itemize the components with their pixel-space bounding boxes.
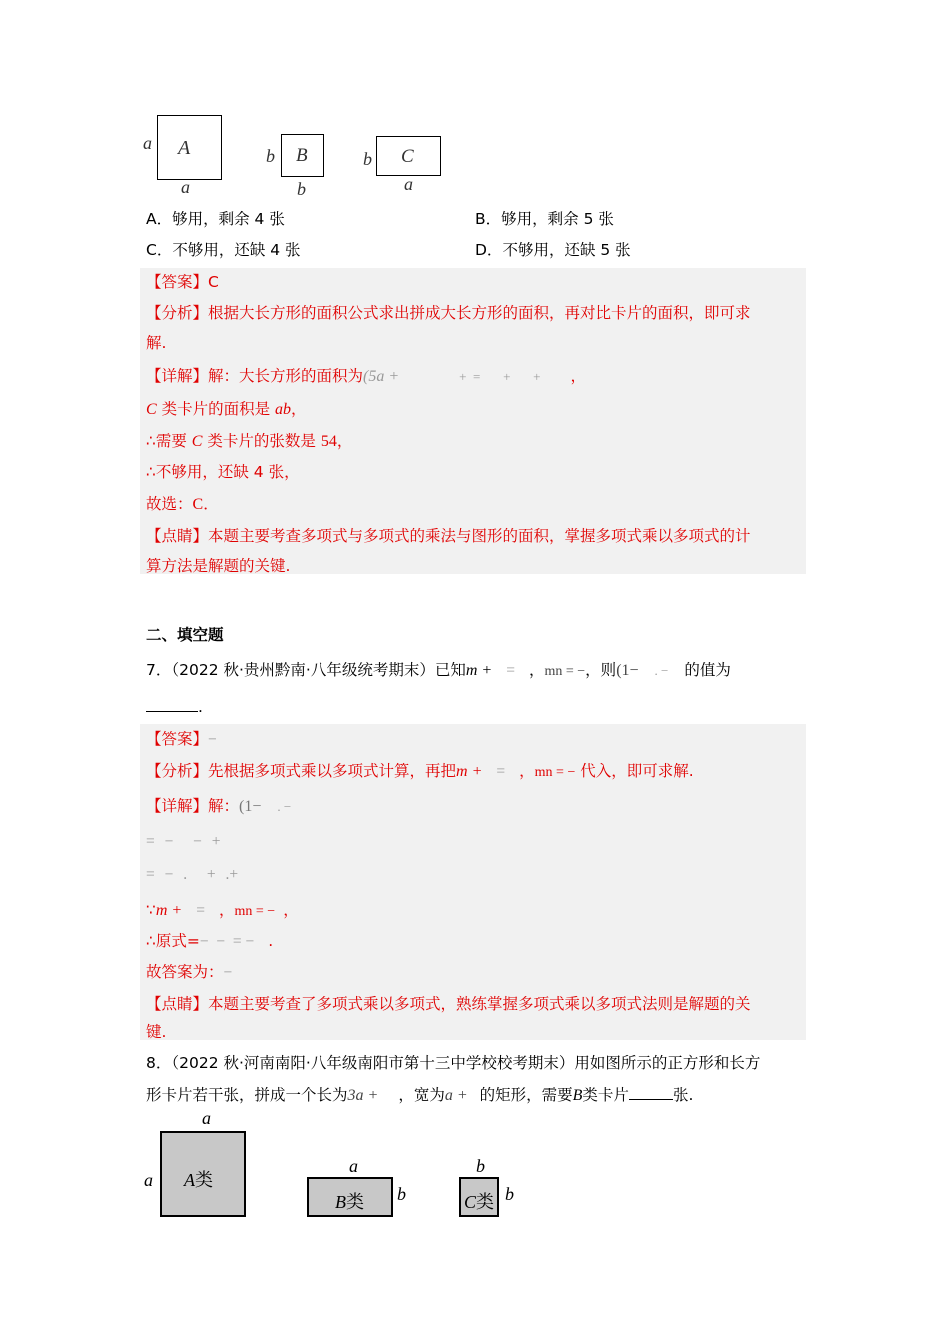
square-a-bottom-label: a bbox=[181, 177, 190, 197]
q7-detail-line-1: 【详解】解：(1− . − bbox=[146, 797, 292, 815]
card-c-top-label: b bbox=[476, 1156, 485, 1176]
q7-detail-line-3: = − . + .+ bbox=[146, 866, 239, 883]
card-c: C类 bbox=[459, 1177, 499, 1217]
q8-line-1: 8．（2022 秋·河南南阳·八年级南阳市第十三中学校校考期末）用如图所示的正方形和长方 bbox=[146, 1054, 761, 1072]
q7-detail-line-6: 故答案为：− bbox=[146, 963, 233, 981]
q6-detail-line-5: 故选：C． bbox=[146, 495, 219, 513]
rect-c-side-label: b bbox=[363, 149, 372, 169]
square-b bbox=[281, 134, 324, 177]
option-d: D．不够用，还缺 5 张 bbox=[475, 241, 631, 259]
square-a-side-label: a bbox=[143, 133, 152, 153]
q8-answer-blank bbox=[629, 1085, 673, 1100]
square-a-letter: A bbox=[178, 137, 191, 159]
card-b-top-label: a bbox=[349, 1156, 358, 1176]
square-b-side-label: b bbox=[266, 146, 275, 166]
q8-line-2: 形卡片若干张，拼成一个长为3a + ，宽为a + 的矩形，需要B类卡片 张. bbox=[146, 1086, 694, 1104]
q6-point-line-1: 【点睛】本题主要考查多项式与多项式的乘法与图形的面积，掌握多项式乘以多项式的计 bbox=[146, 527, 751, 545]
q7-point-line-1: 【点睛】本题主要考查了多项式乘以多项式，熟练掌握多项式乘以多项式法则是解题的关 bbox=[146, 995, 751, 1013]
q7-answer-blank bbox=[146, 697, 198, 712]
q6-detail-line-2: C 类卡片的面积是 ab， bbox=[146, 400, 307, 418]
rect-c-letter: C bbox=[401, 146, 414, 167]
q6-detail-line-4: ∴不够用，还缺 4 张， bbox=[146, 463, 300, 481]
card-a-side-label: a bbox=[144, 1170, 153, 1190]
rect-c-bottom-label: a bbox=[404, 174, 413, 194]
q7-line-2: . bbox=[146, 697, 203, 717]
card-b: B类 bbox=[307, 1177, 393, 1217]
q6-detail-line-3: ∴需要 C 类卡片的张数是 54， bbox=[146, 432, 353, 450]
q6-detail-line-1: 【详解】解：大长方形的面积为(5a + + = + + ， bbox=[146, 367, 586, 385]
square-b-bottom-label: b bbox=[297, 179, 306, 199]
q7-point-line-2: 键. bbox=[146, 1023, 167, 1041]
card-a-top-label: a bbox=[202, 1108, 211, 1128]
q7-detail-line-5: ∴原式=− − = − . bbox=[146, 932, 274, 950]
q6-answer: 【答案】C bbox=[146, 273, 219, 291]
card-c-side-label: b bbox=[505, 1184, 514, 1204]
card-b-side-label: b bbox=[397, 1184, 406, 1204]
section-title: 二、填空题 bbox=[146, 626, 224, 644]
option-a: A．够用，剩余 4 张 bbox=[146, 210, 285, 228]
q7-analysis: 【分析】先根据多项式乘以多项式计算，再把m + = ，mn = − 代入，即可求解. bbox=[146, 762, 694, 780]
q7-detail-line-2: = − − + bbox=[146, 833, 221, 850]
card-a: A类 bbox=[160, 1131, 246, 1217]
option-c: C．不够用，还缺 4 张 bbox=[146, 241, 301, 259]
rect-c bbox=[376, 136, 441, 176]
q7-detail-line-4: ∵m + = ，mn = − ， bbox=[146, 901, 299, 919]
q6-point-line-2: 算方法是解题的关键. bbox=[146, 557, 291, 575]
square-b-letter: B bbox=[296, 145, 308, 166]
square-a bbox=[157, 115, 222, 180]
q7-answer: 【答案】− bbox=[146, 730, 217, 748]
option-b: B．够用，剩余 5 张 bbox=[475, 210, 614, 228]
q6-analysis-line-2: 解. bbox=[146, 334, 167, 352]
q7-line-1: 7．（2022 秋·贵州黔南·八年级统考期末）已知m + = ，mn = −，则(1− . − 的值为 bbox=[146, 661, 731, 679]
q6-analysis-line-1: 【分析】根据大长方形的面积公式求出拼成大长方形的面积，再对比卡片的面积，即可求 bbox=[146, 304, 751, 322]
